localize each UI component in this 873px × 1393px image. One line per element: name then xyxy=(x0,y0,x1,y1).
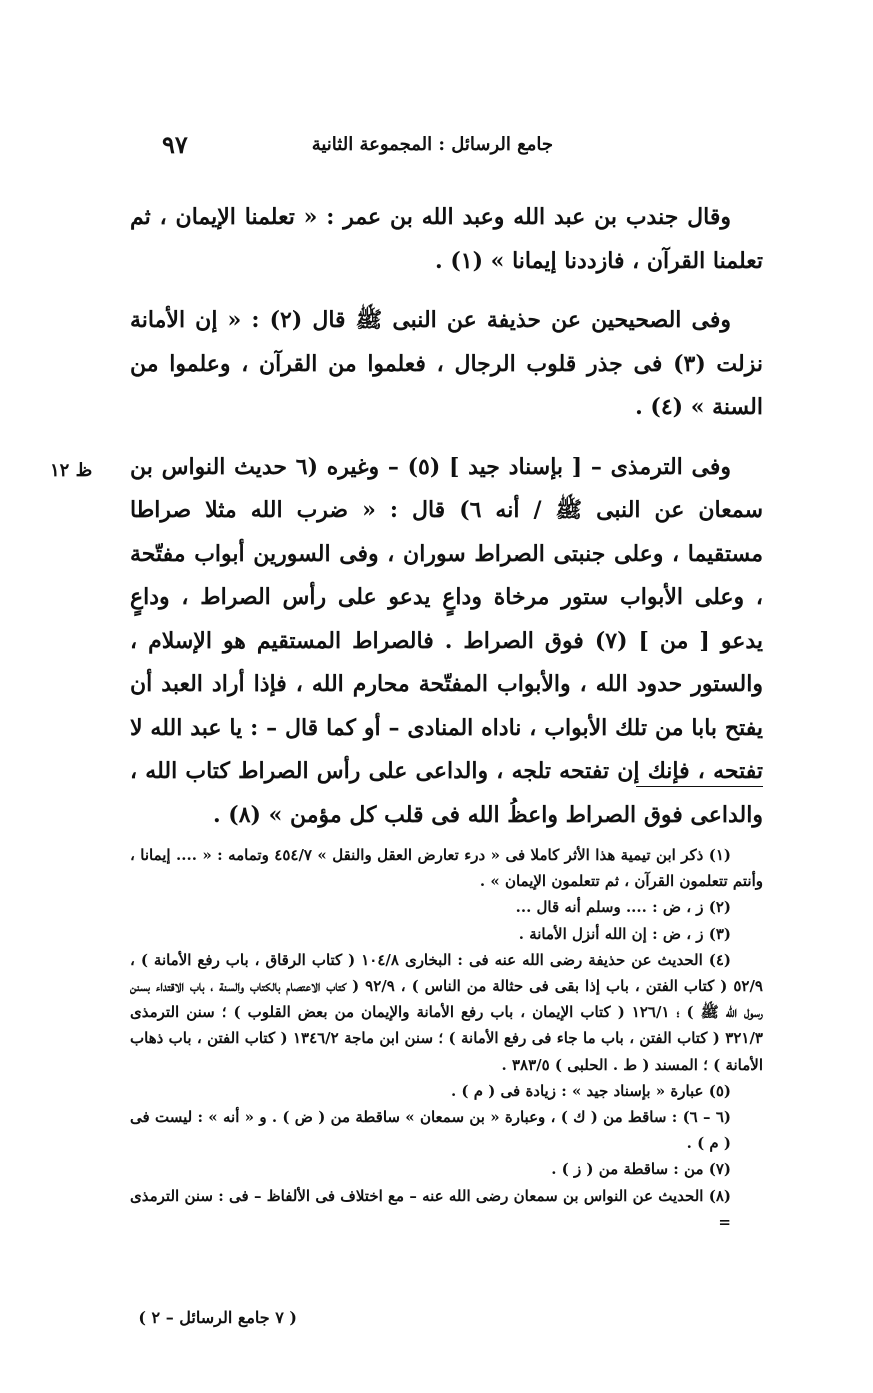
footnote-3: (٣) ز ، ض : إن الله أنزل الأمانة . xyxy=(518,924,731,943)
running-title: جامع الرسائل : المجموعة الثانية xyxy=(311,134,553,155)
footnote-7: (٧) من : ساقطة من ( ز ) . xyxy=(551,1160,731,1179)
signature-mark: ( ٧ جامع الرسائل – ٢ ) xyxy=(138,1308,297,1327)
paragraph-jundub: وقال جندب بن عبد الله وعبد الله بن عمر : « تعلمنا الإيمان ، ثم تعلمنا القرآن ، فازددنا إيمانا » (١) . xyxy=(130,204,763,274)
footnote-1: (١) ذكر ابن تيمية هذا الأثر كاملا فى « درء تعارض العقل والنقل » ٤٥٤/٧ وتمامه : « .... إيمانا ، وأنتم تتعلمون القرآن ، ثم تتعلمون الإيمان » . xyxy=(130,846,763,891)
paragraph-nawwas: وفى الترمذى – [ بإسناد جيد ] (٥) – وغيره (٦ حديث النواس بن سمعان عن النبى ﷺ / أنه ٦) قال : « ضرب الله مثلا صراطا مستقيما ، وعلى جنبتى الصراط سوران ، وفى السورين أبواب مفتّحة ، وعلى الأبواب ستور مرخاة وداعٍ يدعو على رأس الصراط ، وداعٍ يدعو [ من ] (٧) فوق الصراط . فالصراط المستقيم هو الإسلام ، والستور حدود الله ، والأبواب المفتّحة محارم الله ، فإذا أراد العبد أن يفتح بابا من تلك الأبواب ، ناداه المنادى – أو كما قال – : يا عبد الله لا تفتحه ، فإنك إن تفتحه تلجه ، والداعى على رأس الصراط كتاب الله ، والداعى فوق الصراط واعظُ الله فى قلب كل مؤمن » (٨) . xyxy=(130,453,764,828)
page-header xyxy=(130,130,763,164)
footnotes xyxy=(130,842,763,1235)
margin-manuscript-note: ظ ١٢ xyxy=(50,460,93,481)
page-number: ٩٧ xyxy=(162,130,188,159)
paragraph-hudhayfa: وفى الصحيحين عن حذيفة عن النبى ﷺ قال (٢) : « إن الأمانة نزلت (٣) فى جذر قلوب الرجال ، فعلموا من القرآن ، وعلموا من السنة » (٤) . xyxy=(130,307,764,420)
footnote-separator xyxy=(636,786,763,787)
footnote-5: (٥) عبارة « بإسناد جيد » : زيادة فى ( م ) . xyxy=(450,1081,731,1100)
main-text xyxy=(130,196,763,837)
footnote-4: (٤) الحديث عن حذيفة رضى الله عنه فى : البخارى ١٠٤/٨ ( كتاب الرقاق ، باب رفع الأمانة ) ، ٥٢/٩ ( كتاب الفتن ، باب إذا بقى فى حثالة من الناس ) ، ٩٢/٩ ( كتاب الاعتصام بالكتاب والسنة ، باب الاقتداء بسنن رسول الله ﷺ ) ؛ ١٢٦/١ ( كتاب الإيمان ، باب رفع الأمانة والإيمان من بعض القلوب ) ؛ سنن الترمذى ٣٢١/٣ ( كتاب الفتن ، باب ما جاء فى رفع الأمانة ) ؛ سنن ابن ماجة ١٣٤٦/٢ ( كتاب الفتن ، باب ذهاب الأمانة ) ؛ المسند ( ط . الحلبى ) ٣٨٣/٥ . xyxy=(130,950,763,1074)
footnote-6: (٦ – ٦) : ساقط من ( ك ) ، وعبارة « بن سمعان » ساقطة من ( ض ) . و « أنه » : ليست فى ( م ) . xyxy=(130,1108,731,1153)
footnote-8: (٨) الحديث عن النواس بن سمعان رضى الله عنه – مع اختلاف فى الألفاظ – فى : سنن الترمذى = xyxy=(130,1186,731,1231)
footnote-2: (٢) ز ، ض : .... وسلم أنه قال ... xyxy=(515,898,731,917)
